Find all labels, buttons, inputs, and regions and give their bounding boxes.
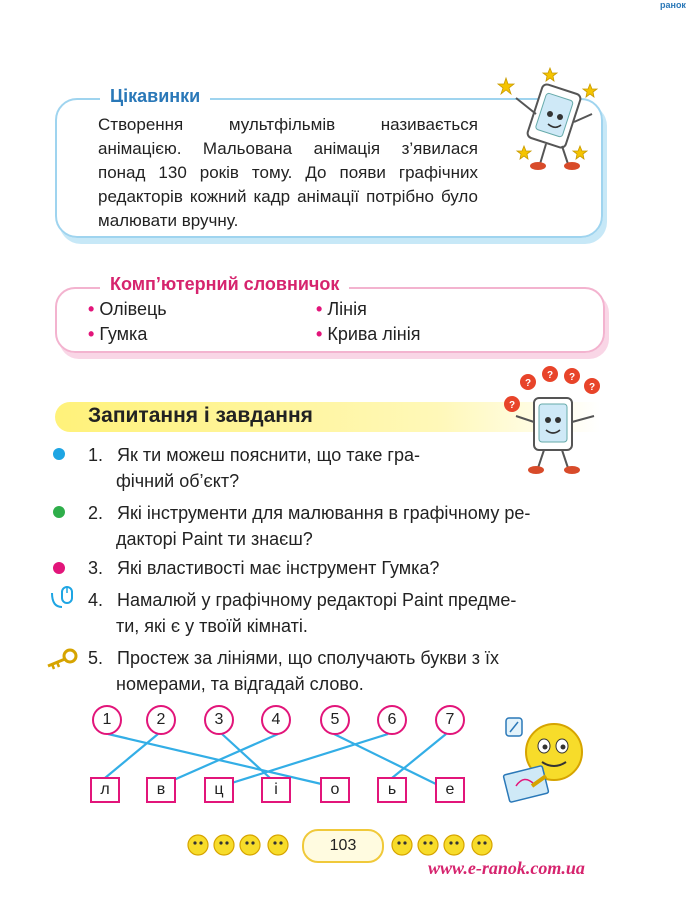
footer-smileys-left [184,828,296,862]
letter-square-o: о [320,777,350,803]
svg-text:?: ? [588,382,596,393]
task-5: 5. Простеж за лініями, що сполучають букви з їх номерами, та відгадай слово. [88,648,500,694]
line-7-to-soft [392,734,446,778]
number-circle-6: 6 [377,705,407,735]
task-1: 1. Як ти можеш пояснити, що таке гра- фічний об’єкт? [88,445,421,491]
dictionary-item: • Олівець [88,299,167,319]
letter-square-ts: ц [204,777,234,803]
task-2: 2. Які інструменти для малювання в графічному ре- дакторі Paint ти знаєш? [88,503,531,549]
letter-square-soft: ь [377,777,407,803]
dictionary-item: • Лінія [316,299,367,319]
svg-text:?: ? [524,378,532,389]
smiley-drawing-illustration [492,712,602,812]
dictionary-item: • Крива лінія [316,324,421,344]
number-circle-5: 5 [320,705,350,735]
letter-square-i: і [261,777,291,803]
dictionary-title: Комп’ютерний словничок [100,274,349,295]
bullet-icon: • [316,324,323,344]
letter-square-e: е [435,777,465,803]
number-circle-2: 2 [146,705,176,735]
number-circle-4: 4 [261,705,291,735]
svg-text:?: ? [568,372,576,383]
footer-smileys-right [388,828,500,862]
number-circle-1: 1 [92,705,122,735]
page-number: 103 [302,829,384,863]
svg-text:?: ? [508,400,516,411]
bullet-icon: • [88,324,95,344]
letter-square-v: в [146,777,176,803]
task-4: 4. Намалюй у графічному редакторі Paint предме- ти, які є у твоїй кімнаті. [88,590,517,636]
svg-text:?: ? [546,370,554,381]
interesting-facts-title: Цікавинки [100,86,210,107]
line-6-to-ts [222,734,388,786]
letter-square-l: л [90,777,120,803]
dictionary-item: • Гумка [88,324,148,344]
bullet-icon: • [316,299,323,319]
number-circle-3: 3 [204,705,234,735]
task-3: 3. Які властивості має інструмент Гумка? [88,558,440,578]
website-link[interactable]: www.e-ranok.com.ua [428,858,585,878]
bullet-icon: • [88,299,95,319]
interesting-facts-text: Створення мультфільмів називається анімацією. Мальована анімація з’явилася понад 130 років тому. До появи графічних редакторів кожний кадр анімації потрібно було малювати вручну. [98,115,478,230]
publisher-logo: ранок [660,0,686,10]
number-circle-7: 7 [435,705,465,735]
questions-title: Запитання і завдання [88,404,313,427]
